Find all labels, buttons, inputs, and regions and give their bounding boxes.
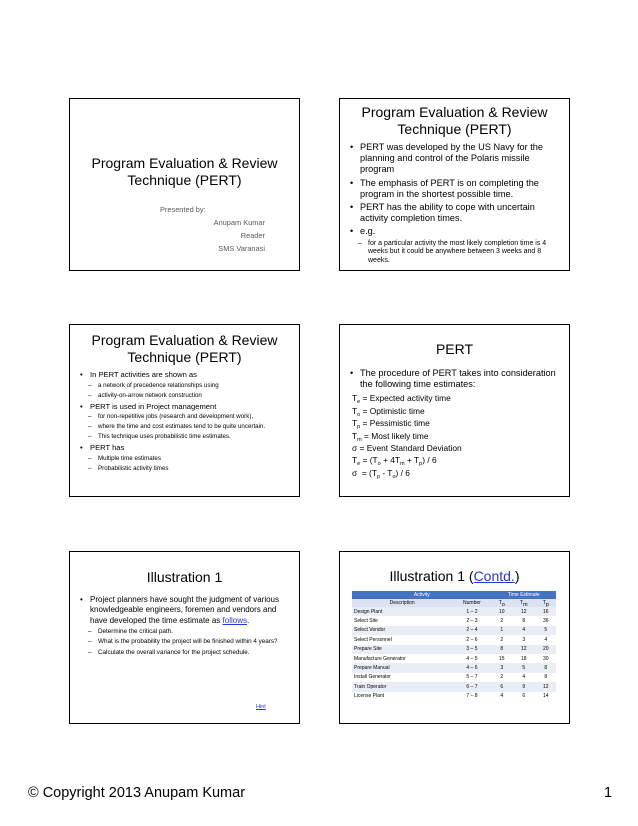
slide-6-title: Illustration 1 (Contd.) — [389, 568, 520, 584]
presented-by-label: Presented by: — [160, 205, 206, 214]
list-item: – a network of precedence relationships using — [78, 382, 291, 390]
table-cell: 14 — [536, 692, 557, 701]
slide-3-title: Program Evaluation & Review Technique (PERT) — [91, 332, 278, 365]
list-item: – activity-on-arrow network construction — [78, 392, 291, 400]
list-item: • PERT was developed by the US Navy for the planning and control of the Polaris missile program — [348, 142, 561, 176]
table-cell: 18 — [512, 654, 536, 663]
table-cell: Select Personnel — [352, 635, 452, 644]
table-header: $T_o$ — [492, 599, 512, 607]
table-cell: Manufacture Generator — [352, 654, 452, 663]
list-item: • PERT has — [78, 443, 291, 453]
table-cell: Select Site — [352, 616, 452, 625]
slide-5-title: Illustration 1 — [146, 569, 223, 585]
slide-2-bullets — [348, 142, 561, 265]
table-header: $T_p$ — [536, 599, 557, 607]
slide-5-bullets — [78, 595, 291, 657]
table-cell: 4 — [492, 692, 512, 701]
table-cell: Design Plant — [352, 607, 452, 616]
table-cell: 6 — [492, 682, 512, 691]
tm-line: $T_m$ = Most likely time — [352, 430, 429, 443]
table-header: $T_m$ — [512, 599, 536, 607]
table-cell: 4 – 6 — [452, 663, 491, 672]
table-row — [352, 607, 556, 616]
te-line: $T_e$ = Expected activity time — [352, 393, 451, 406]
list-item: – where the time and cost estimates tend to be quite uncertain. — [78, 423, 291, 431]
table-row — [352, 692, 556, 701]
slide-4 — [339, 324, 570, 497]
table-cell: 20 — [536, 645, 557, 654]
presenter-org: SMS Varanasi — [218, 244, 265, 253]
table-row — [352, 635, 556, 644]
table-row — [352, 626, 556, 635]
table-cell: 3 – 5 — [452, 645, 491, 654]
table-cell: Install Generator — [352, 673, 452, 682]
table-cell: 8 — [492, 645, 512, 654]
table-cell: 8 — [536, 663, 557, 672]
to-line: $T_o$ = Optimistic time — [352, 405, 425, 418]
slide-3-bullets — [78, 370, 291, 473]
table-cell: 5 — [536, 626, 557, 635]
table-cell: 1 — [492, 626, 512, 635]
table-cell: 3 — [512, 635, 536, 644]
list-item: • PERT has the ability to cope with uncertain activity completion times. — [348, 202, 561, 224]
presenter-block — [70, 203, 299, 255]
page-number: 1 — [604, 785, 613, 801]
slide-4-title: PERT — [435, 341, 474, 357]
table-cell: 7 – 8 — [452, 692, 491, 701]
table-cell: 2 – 4 — [452, 626, 491, 635]
table-cell: 4 – 5 — [452, 654, 491, 663]
table-cell: 2 – 3 — [452, 616, 491, 625]
slide-1-title: Program Evaluation & Review Technique (PERT) — [91, 155, 278, 188]
list-item: • PERT is used in Project management — [78, 402, 291, 412]
table-cell: 12 — [512, 645, 536, 654]
table-cell: 12 — [512, 607, 536, 616]
table-row — [352, 616, 556, 625]
contd-link[interactable]: Contd. — [473, 568, 515, 584]
table-cell: 5 – 7 — [452, 673, 491, 682]
presenter-name: Anupam Kumar — [213, 218, 265, 227]
table-cell: 10 — [492, 607, 512, 616]
list-item: • The procedure of PERT takes into consideration the following time estimates: — [348, 368, 561, 390]
list-item: • e.g. — [348, 226, 561, 237]
list-item: • In PERT activities are shown as — [78, 370, 291, 380]
table-cell: 4 — [512, 626, 536, 635]
table-cell: 6 — [512, 692, 536, 701]
time-estimate-table — [352, 591, 556, 701]
sigma-line: σ = Event Standard Deviation — [352, 443, 462, 454]
table-body — [352, 607, 556, 701]
list-item: – What is the probability the project will be finished within 4 years? — [78, 638, 291, 646]
formula-te: $T_e = (T_o + 4T_m + T_p) / 6$ — [352, 455, 437, 468]
table-cell: 9 — [512, 682, 536, 691]
slide-3 — [69, 324, 300, 497]
list-item: – Multiple time estimates — [78, 455, 291, 463]
table-cell: License Plant — [352, 692, 452, 701]
list-item: – for a particular activity the most likely completion time is 4 weeks but it could be anywhere between 3 weeks and 8 weeks. — [348, 240, 561, 266]
table-cell: 12 — [536, 682, 557, 691]
table-cell: 5 — [512, 663, 536, 672]
slide-4-bullets — [348, 368, 561, 390]
table-header: Description — [352, 599, 452, 607]
table-row — [352, 673, 556, 682]
list-item: – This technique uses probabilistic time estimates. — [78, 433, 291, 441]
table-cell: 8 — [512, 616, 536, 625]
formula-sigma: $\sigma = (T_p - T_o) / 6$ — [352, 467, 410, 480]
table-group-header: Time Estimate — [492, 591, 556, 599]
list-item: – Probabilistic activity times — [78, 465, 291, 473]
table-cell: Select Vendor — [352, 626, 452, 635]
table-cell: 1 – 2 — [452, 607, 491, 616]
table-cell: 2 — [492, 616, 512, 625]
tp-line: $T_p$ = Pessimistic time — [352, 418, 430, 431]
table-cell: 2 — [492, 673, 512, 682]
table-cell: 30 — [536, 654, 557, 663]
list-item: – Determine the critical path. — [78, 628, 291, 636]
slide-5 — [69, 551, 300, 724]
presenter-role: Reader — [240, 231, 265, 240]
list-item: • The emphasis of PERT is on completing the program in the shortest possible time. — [348, 178, 561, 200]
table-cell: 16 — [536, 607, 557, 616]
table-group-header: Activity — [352, 591, 492, 599]
slide-2-title: Program Evaluation & Review Technique (PERT) — [361, 104, 548, 137]
table-row — [352, 663, 556, 672]
table-row — [352, 654, 556, 663]
table-cell: 6 – 7 — [452, 682, 491, 691]
table-cell: 4 — [536, 635, 557, 644]
table-cell: Prepare Manual — [352, 663, 452, 672]
table-cell: 2 — [492, 635, 512, 644]
table-row — [352, 645, 556, 654]
list-item: – Calculate the overall variance for the project schedule. — [78, 649, 291, 657]
table-header: Number — [452, 599, 491, 607]
follows-link[interactable]: follows — [222, 615, 247, 625]
list-item: – for non-repetitive jobs (research and development work), — [78, 413, 291, 421]
list-item: • Project planners have sought the judgment of various knowledgeable engineers, foremen and vendors and have developed the time estimate as follows. — [78, 595, 291, 626]
table-cell: 8 — [536, 673, 557, 682]
table-cell: Prepare Site — [352, 645, 452, 654]
copyright-footer: © Copyright 2013 Anupam Kumar — [28, 785, 246, 801]
table-cell: 36 — [536, 616, 557, 625]
table-row — [352, 682, 556, 691]
table-cell: Train Operator — [352, 682, 452, 691]
table-cell: 2 – 6 — [452, 635, 491, 644]
hint-link[interactable]: Hint — [256, 704, 266, 710]
slide-6 — [339, 551, 570, 724]
table-cell: 4 — [512, 673, 536, 682]
table-cell: 15 — [492, 654, 512, 663]
table-cell: 3 — [492, 663, 512, 672]
time-estimates — [352, 392, 569, 479]
slide-1 — [69, 98, 300, 271]
slide-2 — [339, 98, 570, 271]
